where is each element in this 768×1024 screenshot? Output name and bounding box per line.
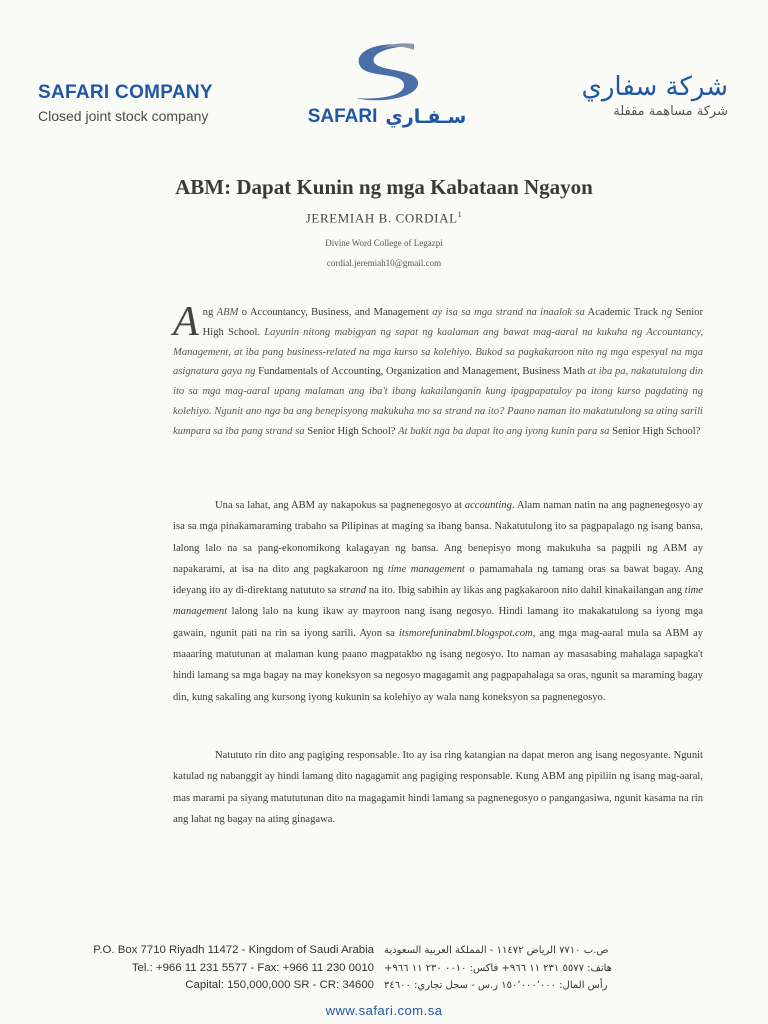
company-type-en: Closed joint stock company	[38, 108, 209, 124]
company-name-block	[38, 82, 213, 124]
body-paragraph-2	[173, 745, 703, 830]
footer-capital-line: Capital: 150,000,000 SR - CR: 34600	[185, 979, 374, 991]
body-italic: time management	[173, 585, 703, 618]
intro-italic: ay isa sa mga strand na inaalok sa	[432, 307, 585, 318]
intro-italic: at iba pa, nakatutulong din ito sa mga mag-aaral upang malaman ang iba't ibang kakailanganin kung ipagpapatuloy pa itong kurso pagdating ng kolehiyo. Ngunit ano nga ba ang benepisyong makukuha mo sa strand na ito? Paano naman ito makatutulong sa ating sarili kumpara sa iba pang strand sa	[173, 366, 703, 437]
website-url: www.safari.com.sa	[325, 1003, 443, 1018]
body-italic: strand	[339, 585, 367, 597]
author-affiliation: Divine Word College of Legazpi	[325, 238, 443, 248]
author-line	[0, 210, 768, 226]
article-title: ABM: Dapat Kunin ng mga Kabataan Ngayon	[175, 175, 593, 199]
body-text: Una sa lahat, ang ABM ay nakapokus sa pagnenegosyo at	[215, 500, 465, 511]
body-text: . Alam naman natin na ang pagnenegosyo ay isa sa mga pinakamaraming trabaho sa Pilipinas at maging sa ibang bansa. Nakatutulong ito sa pagpapalago ng isang bansa, lalong lalo na sa pang-ekonomikong kalagayan ng bansa. Ang benepisyo mong makukuha sa pagpili ng ABM ay napakarami, at isa na dito ang pagkakaroon ng	[173, 500, 703, 575]
footer-address-ar	[384, 942, 704, 995]
intro-text: Senior High School?	[609, 425, 701, 437]
intro-italic: ng	[661, 307, 672, 318]
company-name-en: SAFARI COMPANY	[38, 82, 213, 103]
footer-capital-line-ar: رأس المال: ١٥٠٬٠٠٠٬٠٠٠ ر.س - سجل تجاري: ٣٤٦٠٠	[384, 980, 608, 991]
drop-cap: A	[173, 299, 199, 345]
intro-italic: Layunin nitong mabigyan ng sapat ng kaalaman ang bawat mag-aaral na kukuha ng Accountancy, Management, at iba pang business-related na mga kurso sa kolehiyo. Bukod sa pagkakaroon nito ng mga espesyal na mga asignatura gaya ng	[173, 326, 703, 378]
footer-address-line-ar: ص.ب ٧٧١٠ الرياض ١١٤٧٢ - المملكة العربية السعودية	[384, 945, 609, 956]
body-text: na ito. Ibig sabihin ay likas ang pagkakaroon nito dahil kinakailangan ang	[366, 585, 685, 597]
intro-italic: At bakit nga ba dapat ito ang iyong kunin para sa	[398, 425, 610, 437]
company-type-ar: شركة مساهمة مقفلة	[613, 104, 728, 119]
author-name: JEREMIAH B. CORDIAL	[305, 210, 458, 226]
body-text: Natututo rin dito ang pagiging responsable. Ito ay isa ring katangian na dapat meron ang isang negosyante. Ngunit katulad ng nabanggit ay hindi lamang dito nagagamit ang pagiging responsable. Kung ABM ang pipiliin ng isang mag-aaral, mas marami pa siyang matututunan dito na magagamit hindi lamang sa pagnenegosyo o pangangasiwa, ngunit kasama na rin ang lahat ng bagay na ating ginagawa.	[173, 750, 703, 825]
intro-text: Fundamentals of Accounting, Organization and Management, Business Math	[255, 366, 588, 378]
intro-text: Academic Track	[584, 307, 662, 318]
footer-phone-line: Tel.: +966 11 231 5577 - Fax: +966 11 230 0010	[131, 961, 374, 974]
blog-link-text: itsmorefuninabml.blogspot.com	[398, 627, 533, 639]
safari-s-logo-icon	[342, 40, 432, 104]
intro-text: o Accountancy, Business, and Management	[238, 307, 433, 318]
intro-text: Senior High School.	[202, 307, 704, 338]
body-italic: time management	[387, 563, 465, 575]
body-paragraph-1	[173, 495, 703, 708]
intro-text: Senior High School?	[304, 425, 399, 437]
footer-address-line: P.O. Box 7710 Riyadh 11472 - Kingdom of Saudi Arabia	[93, 944, 374, 956]
author-email: cordial.jeremiah10@gmail.com	[326, 258, 442, 268]
intro-text: ng	[202, 307, 217, 318]
company-name-block-ar	[582, 72, 728, 119]
intro-italic: ABM	[216, 307, 239, 318]
footer-address-en	[84, 942, 374, 995]
logo-text-en: SAFARI	[307, 106, 378, 127]
intro-paragraph	[173, 299, 704, 442]
author-footnote-mark: 1	[457, 210, 463, 219]
body-text: , ang mga mag-aaral mula sa ABM ay maaaring matutunan at malaman kung paano magpatakbo ng isang negosyo. Ito naman ay masasabing mahalaga sapagka't hindi lamang sa mga bagay na may koneksyon sa negosyo magagamit ang pagpapahalaga sa oras, ngunit sa maraming bagay din, kung sakaling ang kursong iyong kukunin sa kolehiyo ay wala nang koneksyon sa pagnenegosyo.	[173, 627, 704, 703]
safari-logo	[292, 40, 482, 130]
body-text: o pamamahala ng tamang oras sa bawat bagay. Ang ideyang ito ay di-direktang natututo sa	[173, 563, 703, 597]
logo-text-ar: سـفـاري	[385, 106, 467, 128]
body-text: lalong lalo na kung ikaw ay mayroon nang isang negosyo. Hindi lamang ito makakatulong sa iyong mga gawain, ngunit pati na rin sa iyong sarili. Ayon sa	[173, 606, 703, 639]
company-name-ar: شركة سفاري	[581, 72, 728, 102]
body-italic: accounting	[464, 500, 512, 511]
footer-phone-line-ar: هاتف: ٥٥٧٧ ٢٣١ ١١ ٩٦٦+ فاكس: ٠٠١٠ ٢٣٠ ١١ ٩٦٦+	[384, 962, 612, 974]
